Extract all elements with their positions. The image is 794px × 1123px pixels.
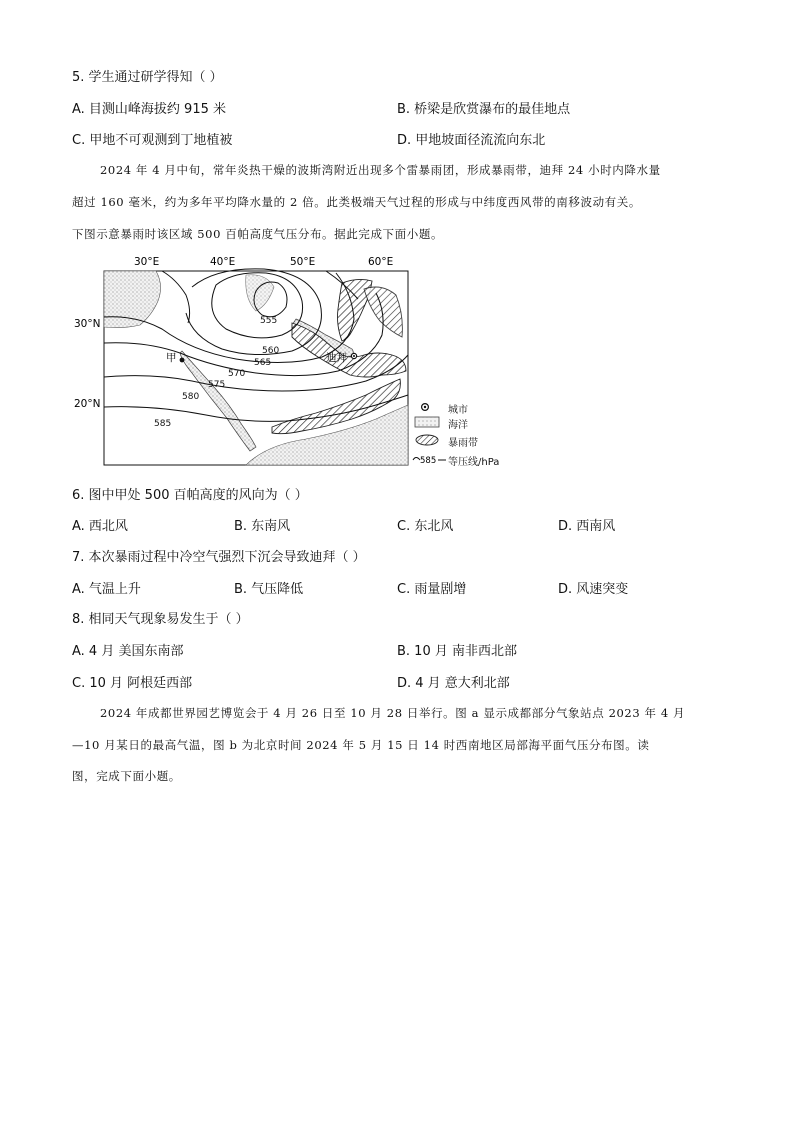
passage1-line-3: 下图示意暴雨时该区域 500 百帕高度气压分布。据此完成下面小题。 bbox=[72, 227, 444, 241]
passage2-line-2: —10 月某日的最高气温，图 b 为北京时间 2024 年 5 月 15 日 14 时西南地区局部海平面气压分布图。读 bbox=[72, 738, 650, 752]
q5-option-a[interactable]: A. 目测山峰海拔约 915 米 bbox=[72, 102, 227, 117]
isobar-label-555: 555 bbox=[260, 316, 278, 326]
lon-label-60e: 60°E bbox=[368, 256, 394, 268]
passage1-line-1: 2024 年 4 月中旬，常年炎热干燥的波斯湾附近出现多个雷暴雨团，形成暴雨带，迪拜 24 小时内降水量 bbox=[100, 163, 661, 177]
legend-isobar-sample: 585 bbox=[420, 456, 437, 466]
q6-option-d[interactable]: D. 西南风 bbox=[558, 519, 616, 534]
passage2-line-3: 图，完成下面小题。 bbox=[72, 769, 181, 783]
q7-option-c[interactable]: C. 雨量剧增 bbox=[397, 582, 467, 597]
legend-rainband-label: 暴雨带 bbox=[448, 438, 478, 449]
q8-option-d[interactable]: D. 4 月 意大利北部 bbox=[397, 676, 510, 691]
q7-option-b[interactable]: B. 气压降低 bbox=[234, 582, 304, 597]
lon-label-30e: 30°E bbox=[134, 256, 160, 268]
q6-option-b[interactable]: B. 东南风 bbox=[234, 519, 291, 534]
q5-option-c[interactable]: C. 甲地不可观测到丁地植被 bbox=[72, 133, 233, 148]
lat-label-20n: 20°N bbox=[74, 398, 101, 410]
q5-option-b[interactable]: B. 桥梁是欣赏瀑布的最佳地点 bbox=[397, 102, 571, 117]
lon-label-40e: 40°E bbox=[210, 256, 236, 268]
legend-rainband-icon bbox=[414, 433, 442, 447]
q7-option-d[interactable]: D. 风速突变 bbox=[558, 582, 629, 597]
q6-stem: 6. 图中甲处 500 百帕高度的风向为（ ） bbox=[72, 488, 308, 503]
lon-label-50e: 50°E bbox=[290, 256, 316, 268]
legend-isobar-icon bbox=[412, 452, 448, 466]
q6-option-a[interactable]: A. 西北风 bbox=[72, 519, 128, 534]
isobar-label-575: 575 bbox=[208, 380, 226, 390]
q5-stem: 5. 学生通过研学得知（ ） bbox=[72, 70, 223, 85]
q8-option-a[interactable]: A. 4 月 美国东南部 bbox=[72, 644, 184, 659]
isobar-label-580: 580 bbox=[182, 392, 200, 402]
q8-stem: 8. 相同天气现象易发生于（ ） bbox=[72, 612, 249, 627]
q7-option-a[interactable]: A. 气温上升 bbox=[72, 582, 141, 597]
lat-label-30n: 30°N bbox=[74, 318, 101, 330]
q7-stem: 7. 本次暴雨过程中冷空气强烈下沉会导致迪拜（ ） bbox=[72, 550, 366, 565]
legend-ocean-icon bbox=[414, 416, 442, 428]
jia-city-dot bbox=[180, 358, 185, 363]
q8-option-c[interactable]: C. 10 月 阿根廷西部 bbox=[72, 676, 193, 691]
legend-ocean-label: 海洋 bbox=[448, 420, 468, 431]
isobar-label-560: 560 bbox=[262, 346, 280, 356]
q5-option-d[interactable]: D. 甲地坡面径流流向东北 bbox=[397, 133, 546, 148]
passage2-line-1: 2024 年成都世界园艺博览会于 4 月 26 日至 10 月 28 日举行。图 a 显示成都部分气象站点 2023 年 4 月 bbox=[100, 706, 686, 720]
q8-option-b[interactable]: B. 10 月 南非西北部 bbox=[397, 644, 517, 659]
isobar-label-570: 570 bbox=[228, 369, 246, 379]
jia-label: 甲 bbox=[166, 352, 177, 364]
q6-option-c[interactable]: C. 东北风 bbox=[397, 519, 454, 534]
passage1-line-2: 超过 160 毫米，约为多年平均降水量的 2 倍。此类极端天气过程的形成与中纬度西风带的南移波动有关。 bbox=[72, 195, 641, 209]
legend-city-icon bbox=[418, 402, 432, 412]
dubai-city-center bbox=[353, 355, 355, 357]
dubai-label: 迪拜 bbox=[326, 352, 347, 364]
isobar-label-585: 585 bbox=[154, 419, 172, 429]
isobar-label-565: 565 bbox=[254, 358, 272, 368]
legend-isobar-label: 等压线/hPa bbox=[448, 457, 500, 468]
legend-city-label: 城市 bbox=[448, 405, 468, 416]
